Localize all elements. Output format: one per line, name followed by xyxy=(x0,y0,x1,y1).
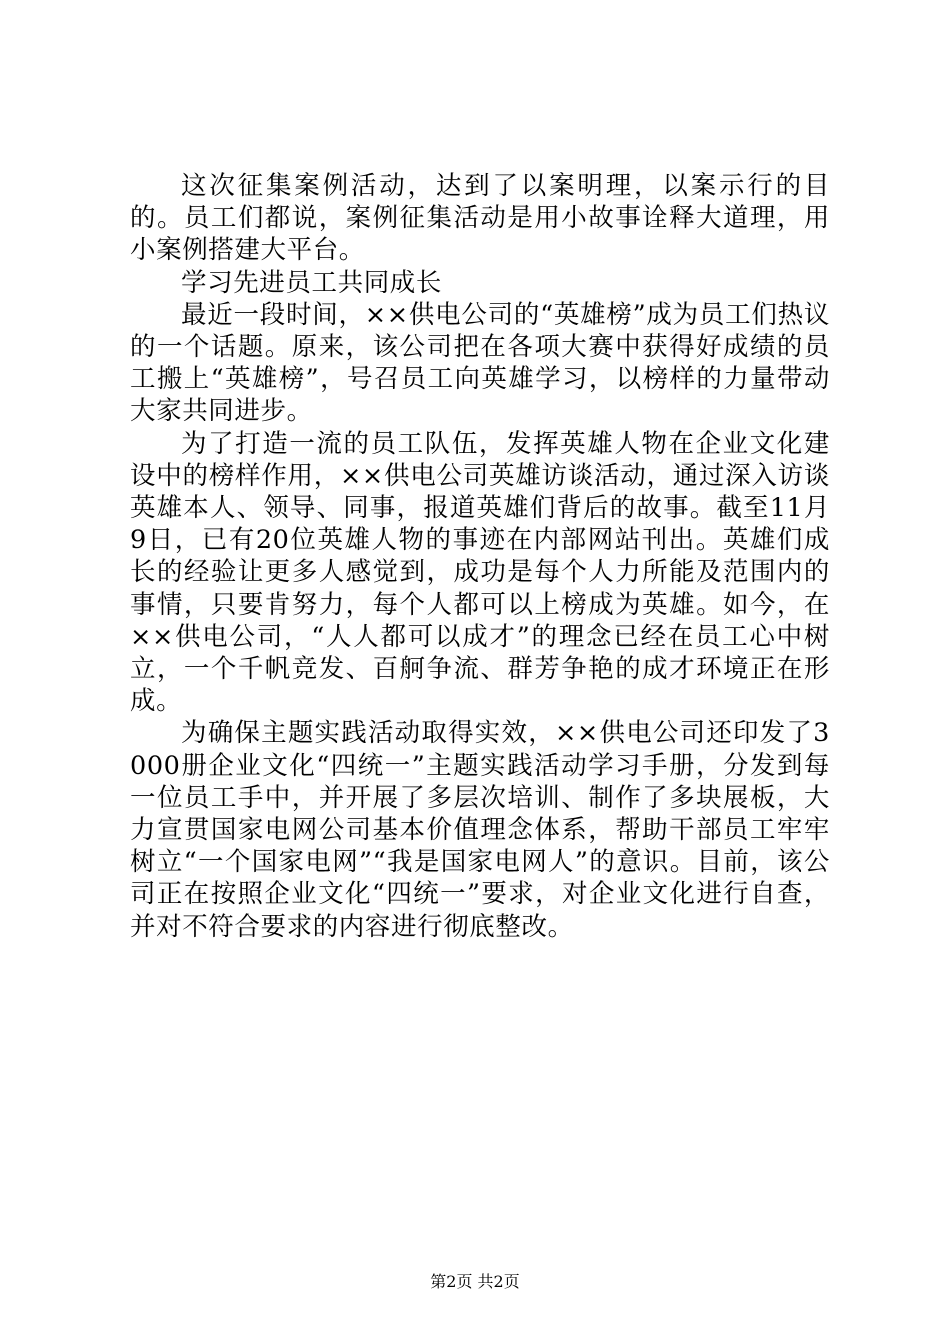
paragraph-hero-interviews: 为了打造一流的员工队伍，发挥英雄人物在企业文化建设中的榜样作用，××供电公司英雄访谈活动，通过深入访谈英雄本人、领导、同事，报道英雄们背后的故事。截至11月9日，已有20位英雄人物的事迹在内部网站刊出。英雄们成长的经验让更多人感觉到，成功是每个人力所能及范围内的事情，只要肯努力，每个人都可以上榜成为英雄。如今，在××供电公司，“人人都可以成才”的理念已经在员工心中树立，一个千帆竞发、百舸争流、群芳争艳的成才环境正在形成。 xyxy=(130,428,830,717)
paragraph-hero-board: 最近一段时间，××供电公司的“英雄榜”成为员工们热议的一个话题。原来，该公司把在各项大赛中获得好成绩的员工搬上“英雄榜”，号召员工向英雄学习，以榜样的力量带动大家共同进步。 xyxy=(130,299,830,427)
page-footer: 第2页 共2页 xyxy=(430,1272,520,1291)
section-heading: 学习先进员工共同成长 xyxy=(181,267,443,298)
paragraph-practice-activities: 为确保主题实践活动取得实效，××供电公司还印发了3000册企业文化“四统一”主题实践活动学习手册，分发到每一位员工手中，并开展了多层次培训、制作了多块展板，大力宣贯国家电网公司基本价值理念体系，帮助干部员工牢牢树立“一个国家电网”“我是国家电网人”的意识。目前，该公司正在按照企业文化“四统一”要求，对企业文化进行自查，并对不符合要求的内容进行彻底整改。 xyxy=(130,718,830,942)
paragraph-case-collection: 这次征集案例活动，达到了以案明理，以案示行的目的。员工们都说，案例征集活动是用小故事诠释大道理，用小案例搭建大平台。 xyxy=(130,171,830,266)
document-body xyxy=(130,170,830,943)
